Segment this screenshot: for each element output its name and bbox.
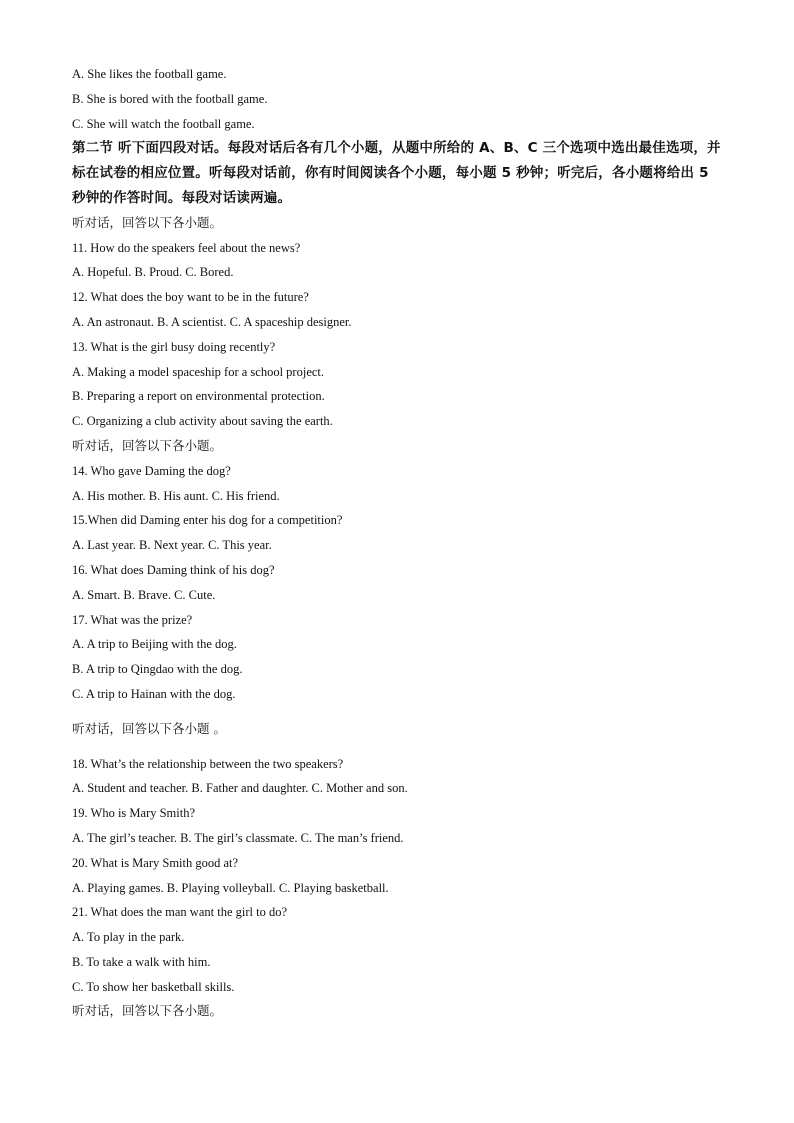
question-text: 14. Who gave Daming the dog? [72,463,231,478]
answer-options: A. To play in the park. [72,930,185,945]
answer-options: C. To show her basketball skills. [72,979,235,994]
listening-instruction: 听对话，回答以下各小题。 [72,437,223,453]
question-text: 17. What was the prize? [72,612,193,627]
answer-options: C. A trip to Hainan with the dog. [72,686,236,701]
listening-instruction: 听对话，回答以下各小题。 [72,1003,223,1019]
answer-options: A. An astronaut. B. A scientist. C. A spaceship designer. [72,314,352,329]
listening-instruction: 听对话，回答以下各小题 。 [72,720,226,736]
answer-options: A. Last year. B. Next year. C. This year. [72,538,272,553]
answer-options: A. Smart. B. Brave. C. Cute. [72,587,216,602]
question-text: 21. What does the man want the girl to do? [72,905,287,920]
answer-options: B. She is bored with the football game. [72,91,268,106]
question-text: 15.When did Daming enter his dog for a competition? [72,513,343,528]
answer-options: A. Student and teacher. B. Father and daughter. C. Mother and son. [72,781,408,796]
question-text: 18. What’s the relationship between the two speakers? [72,756,344,771]
answer-options: C. She will watch the football game. [72,116,255,131]
answer-options: A. The girl’s teacher. B. The girl’s classmate. C. The man’s friend. [72,830,404,845]
answer-options: A. She likes the football game. [72,67,227,81]
listening-instruction: 听对话，回答以下各小题。 [72,214,223,230]
question-text: 20. What is Mary Smith good at? [72,855,239,870]
question-text: 19. Who is Mary Smith? [72,806,196,821]
answer-options: A. His mother. B. His aunt. C. His friend. [72,488,280,503]
answer-options: A. Making a model spaceship for a school project. [72,364,325,379]
answer-options: B. A trip to Qingdao with the dog. [72,662,243,677]
question-text: 16. What does Daming think of his dog? [72,562,275,577]
answer-options: C. Organizing a club activity about saving the earth. [72,414,333,429]
answer-options: A. A trip to Beijing with the dog. [72,637,237,652]
question-text: 11. How do the speakers feel about the news? [72,240,301,255]
answer-options: A. Playing games. B. Playing volleyball. C. Playing basketball. [72,880,389,895]
question-text: 12. What does the boy want to be in the future? [72,290,309,305]
answer-options: B. To take a walk with him. [72,954,211,969]
spacer [72,707,722,717]
document-page [72,62,722,1024]
answer-options: B. Preparing a report on environmental protection. [72,389,325,404]
answer-options: A. Hopeful. B. Proud. C. Bored. [72,265,234,280]
section-heading: 第二节 听下面四段对话。每段对话后各有几个小题，从题中所给的 A、B、C 三个选项中选出最佳选项，并标在试卷的相应位置。听每段对话前，你有时间阅读各个小题，每小题 5 秒钟；听完后，各小题将给出 5 秒钟的作答时间。每段对话读两遍。 [72,140,721,206]
spacer [72,742,722,752]
question-text: 13. What is the girl busy doing recently? [72,339,276,354]
